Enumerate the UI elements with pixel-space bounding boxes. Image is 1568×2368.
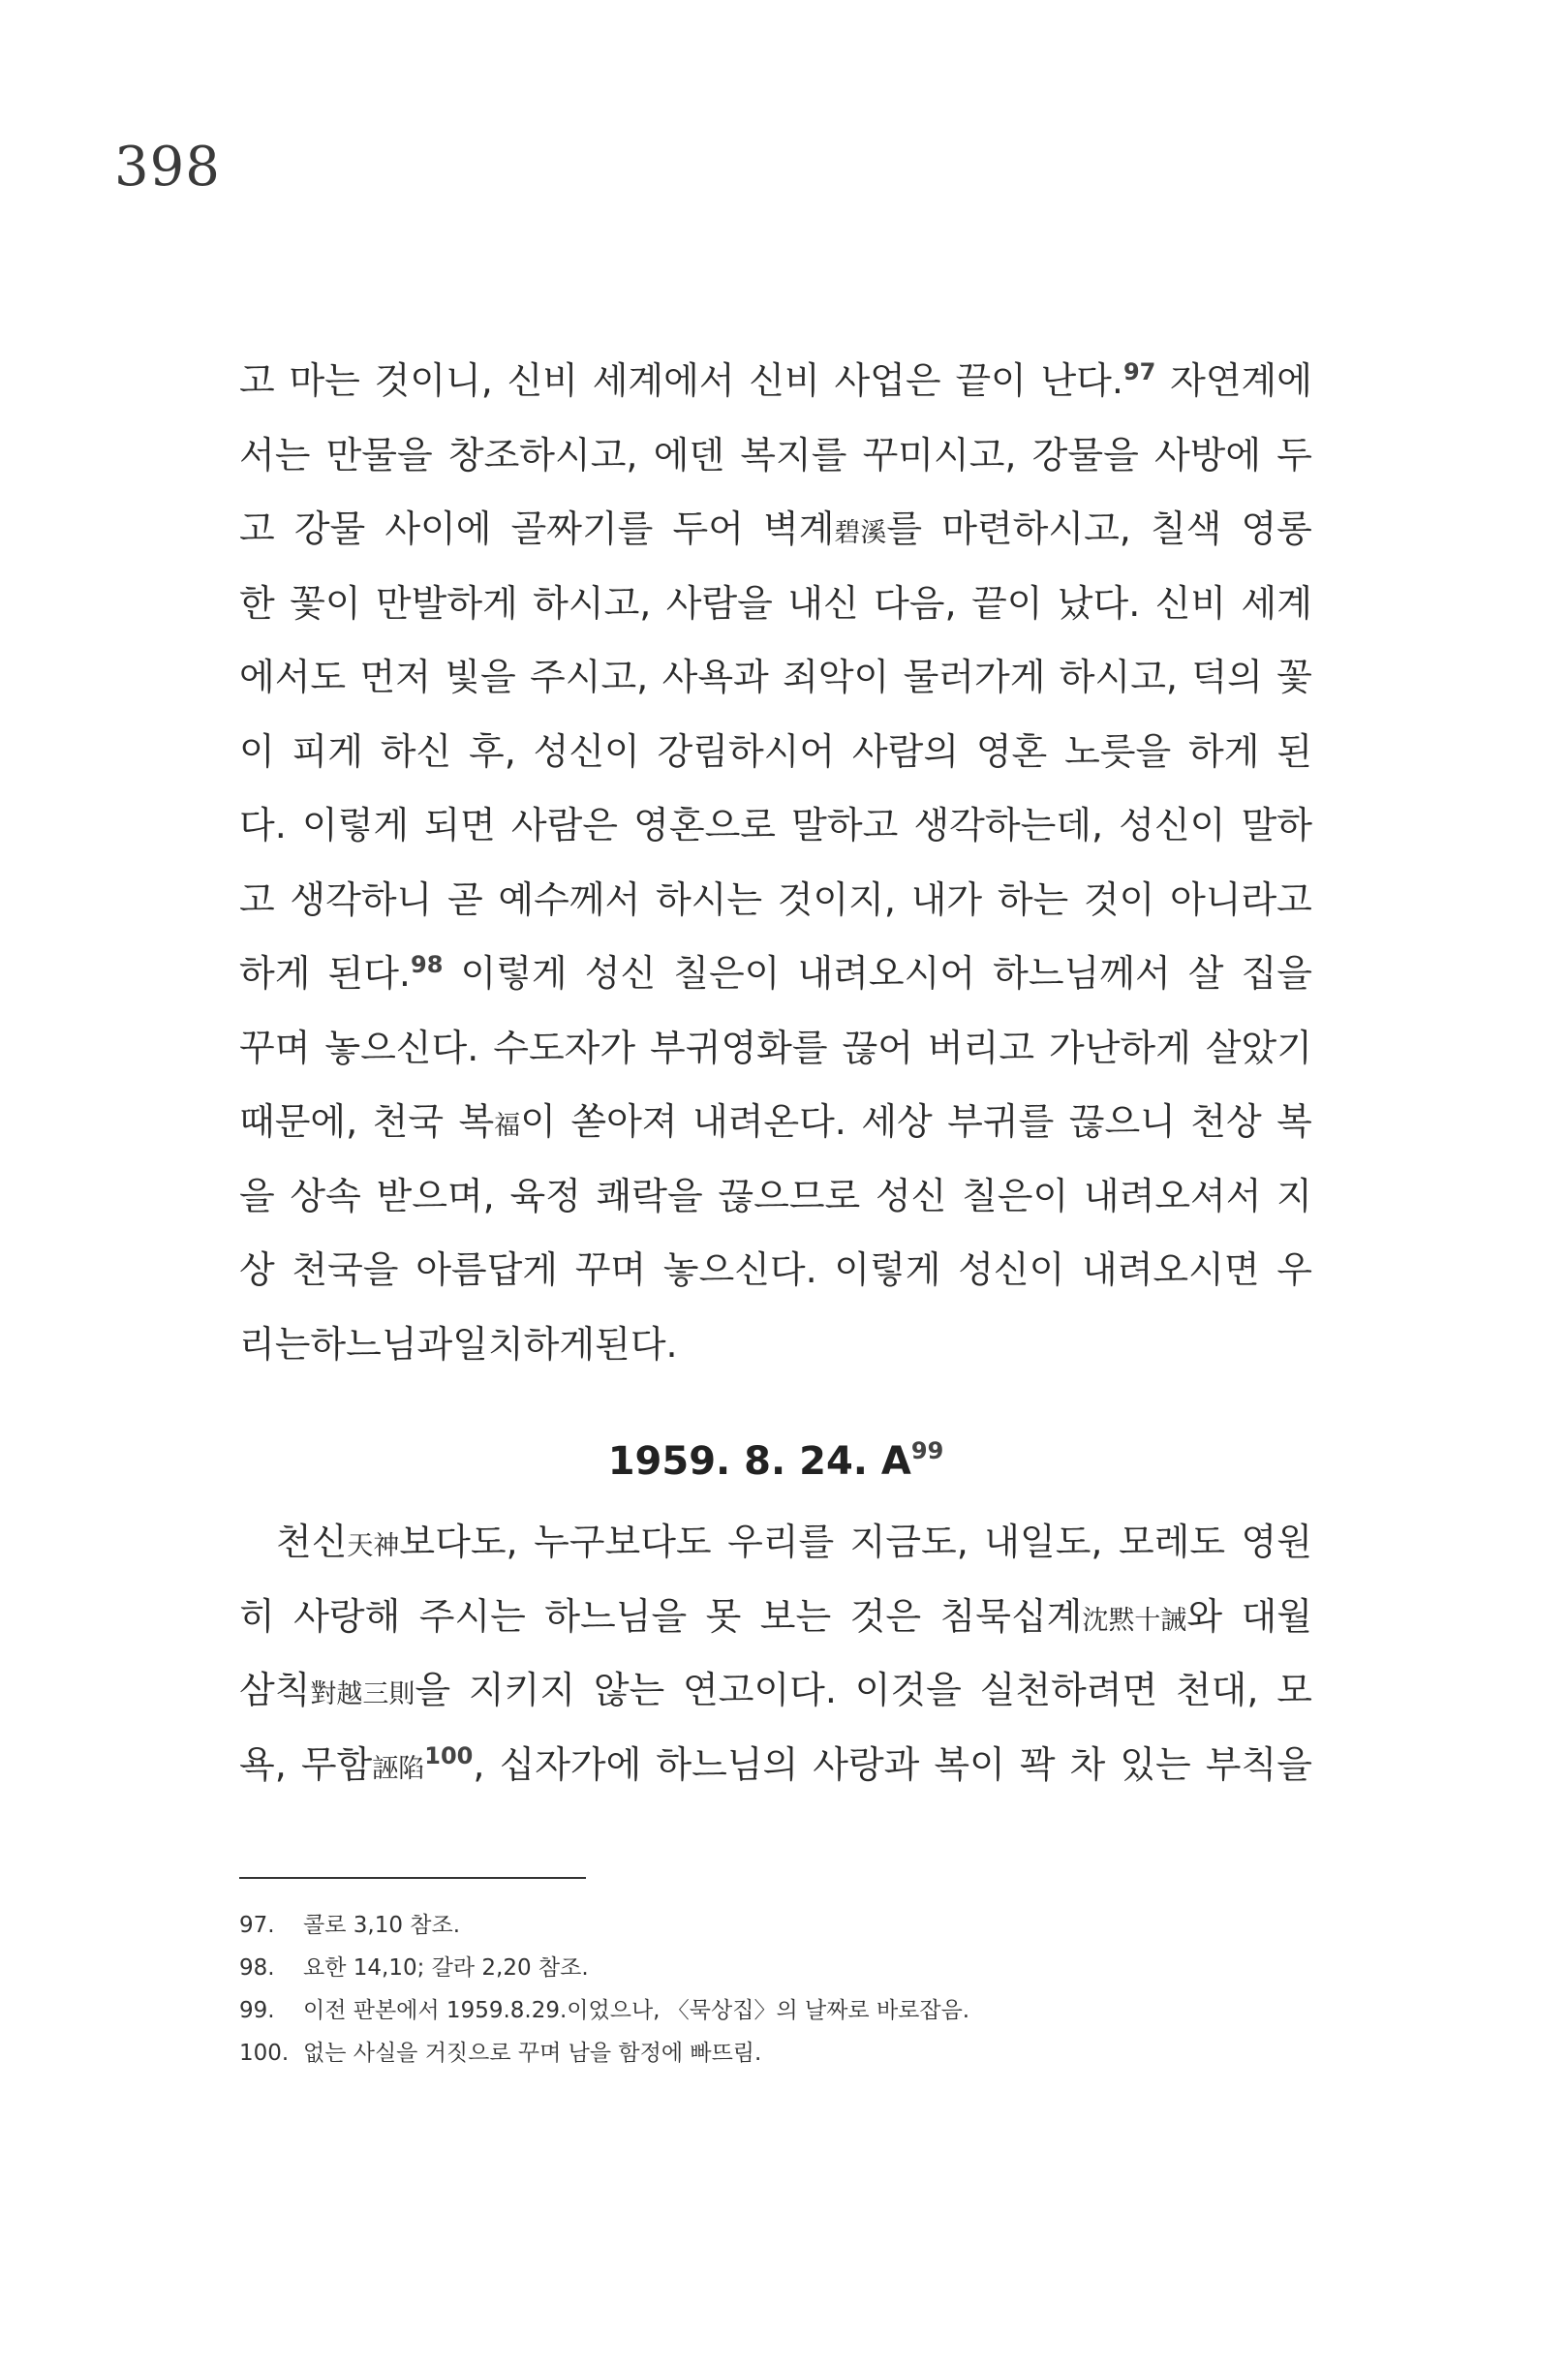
hanja-gloss: 福: [494, 1111, 521, 1141]
word: 이것을: [854, 1669, 962, 1711]
word: 영원: [1241, 1521, 1312, 1563]
word: 영혼: [975, 729, 1048, 773]
word: 복: [1276, 1100, 1312, 1143]
word: 예수께서: [498, 877, 641, 921]
word: 복福이: [458, 1100, 556, 1143]
word: 꾸며: [239, 1026, 311, 1069]
footnote-text: 콜로 3,10 참조.: [303, 1913, 461, 1938]
word: 지: [1276, 1174, 1312, 1217]
word: 물러가게: [903, 656, 1046, 698]
word: 침묵십계沈黙十誡와: [939, 1594, 1223, 1638]
hanja-gloss: 沈黙十誡: [1082, 1605, 1187, 1636]
word: 사랑과: [813, 1742, 920, 1786]
word: 에덴: [653, 433, 725, 477]
word: 때문에,: [239, 1100, 358, 1143]
word: 내신: [787, 581, 859, 625]
word: 성신이: [1119, 804, 1226, 846]
word: 끝이: [970, 581, 1043, 625]
word: 후,: [469, 729, 516, 773]
word: 곧: [446, 877, 483, 921]
hanja-gloss: 對越三則: [310, 1679, 415, 1709]
word: 성신이: [958, 1248, 1065, 1291]
word: 성신이: [533, 729, 640, 773]
word: 하신: [380, 729, 452, 773]
word: 사람을: [665, 581, 773, 625]
word: 것이니,: [374, 359, 493, 402]
word: 아니라고: [1170, 877, 1312, 921]
word: 받으며,: [376, 1174, 495, 1217]
section-heading-text: 1959. 8. 24. A: [607, 1439, 911, 1484]
word: 꽃이: [290, 581, 361, 625]
word: 성신: [584, 952, 657, 995]
paragraph-2: [239, 1505, 1312, 1801]
word: 고: [239, 877, 275, 921]
word: 천국을: [292, 1248, 399, 1291]
word: 마련하시고,: [941, 507, 1131, 550]
word: 않는: [593, 1669, 665, 1711]
word: 삼칙對越三則을: [239, 1669, 451, 1711]
word: 되면: [424, 804, 496, 846]
word: 마는: [289, 359, 360, 402]
word: 신비: [1154, 581, 1227, 625]
word: 칠은이: [962, 1174, 1069, 1217]
word: 생각하는데,: [913, 804, 1104, 846]
word: 꽃: [1276, 656, 1312, 698]
footnotes: [239, 1904, 1305, 2075]
word: 내려오셔서: [1083, 1174, 1262, 1217]
word: 보는: [759, 1594, 832, 1638]
word: 사이에: [384, 507, 492, 550]
word: 강림하시어: [657, 729, 836, 773]
text-line: [239, 1580, 1312, 1654]
word: 신비: [507, 359, 578, 402]
text-line: [239, 567, 1312, 641]
word: 하게: [239, 952, 311, 995]
text-line: [239, 1307, 1312, 1382]
word: 대월: [1241, 1594, 1312, 1638]
word: 창조하시고,: [447, 433, 638, 477]
word: 꾸미시고,: [862, 433, 1017, 477]
word: 덕의: [1191, 656, 1263, 698]
word: 내일도,: [984, 1521, 1103, 1563]
word: 복지를: [740, 433, 847, 477]
footnote-number: 98.: [239, 1955, 275, 1981]
word: 서는: [239, 433, 311, 477]
word: 가난하게: [1049, 1026, 1191, 1069]
hanja-gloss: 碧溪: [834, 518, 887, 548]
text-line: [239, 1011, 1312, 1086]
word: 집을: [1241, 952, 1312, 995]
word: 된다.$^{98}$: [327, 951, 444, 995]
word: 끊어: [842, 1026, 913, 1069]
word: 이: [239, 729, 275, 773]
word: 강물: [293, 507, 366, 550]
word: 영롱: [1241, 507, 1312, 550]
word: 꽉: [1019, 1742, 1056, 1786]
word: 우리를: [727, 1521, 835, 1563]
word: 골짜기를: [510, 507, 654, 550]
word: 욕,: [239, 1742, 287, 1786]
word: 십자가에: [499, 1742, 642, 1786]
text-line: [239, 863, 1312, 938]
word: 살았기: [1205, 1026, 1312, 1069]
paragraph-1: [239, 344, 1312, 1381]
footnote-divider: [239, 1877, 586, 1879]
word: 천신天神보다도,: [276, 1521, 518, 1563]
word: 못: [705, 1594, 742, 1638]
word: 죄악이: [783, 656, 890, 698]
word: 아름답게: [415, 1248, 559, 1291]
word: 고: [239, 507, 275, 550]
word: 천국: [372, 1100, 445, 1143]
text-line: [239, 1505, 1312, 1580]
word: 한: [239, 581, 275, 625]
text-line: [239, 1085, 1312, 1159]
word: 빛을: [445, 656, 516, 698]
word: 쾌락을: [596, 1174, 703, 1217]
word: 에서도: [239, 656, 347, 698]
word: 자연계에: [1170, 359, 1312, 402]
footnote-ref[interactable]: 99: [910, 1437, 944, 1464]
word: 하게: [1188, 729, 1260, 773]
word: 났다.: [1057, 581, 1141, 625]
word: 말하: [1241, 804, 1312, 846]
word: 놓으신다.: [324, 1026, 479, 1069]
word: 상: [239, 1248, 275, 1291]
hanja-gloss: 誣陷: [372, 1753, 425, 1784]
word: 사람의: [851, 729, 960, 773]
word: 영혼으로: [633, 804, 776, 846]
word: 히: [239, 1594, 275, 1638]
word: 지금도,: [849, 1521, 968, 1563]
word: 다.: [239, 804, 287, 846]
footnote-number: 99.: [239, 1998, 275, 2023]
word: 육정: [509, 1174, 581, 1217]
text-line: [239, 788, 1312, 863]
word: 이렇게: [460, 952, 568, 995]
word: 살: [1187, 952, 1224, 995]
word: 놓으신다.: [662, 1248, 817, 1291]
word: 내려오시면: [1081, 1248, 1260, 1291]
word: 사방에: [1153, 433, 1262, 477]
word: 있는: [1120, 1742, 1191, 1786]
word: 하느님께서: [993, 952, 1171, 995]
word: 것은: [849, 1594, 922, 1638]
text-line: [239, 1728, 1312, 1802]
word: 난다.$^{97}$: [1040, 358, 1156, 402]
footnote-number: 97.: [239, 1913, 275, 1938]
word: 하느님과: [310, 1322, 453, 1366]
word: 하시고,: [1059, 656, 1179, 698]
text-line: [239, 418, 1312, 493]
word: 끊으므로: [718, 1174, 861, 1217]
word: 실천하려면: [979, 1669, 1158, 1711]
text-line: [239, 640, 1312, 715]
word: 사람은: [510, 804, 618, 846]
word: 세상: [861, 1100, 933, 1143]
word: 모: [1276, 1669, 1312, 1711]
word: 하는: [997, 877, 1069, 921]
word: 꾸며: [574, 1248, 647, 1291]
word: 사욕과: [661, 656, 769, 698]
word: 강물을: [1031, 433, 1139, 477]
word: 천상: [1190, 1100, 1262, 1143]
word: 내려온다.: [692, 1100, 846, 1143]
footnote-text: 요한 14,10; 갈라 2,20 참조.: [303, 1955, 589, 1981]
word: 끊으니: [1068, 1100, 1176, 1143]
word: 우: [1276, 1248, 1312, 1291]
word: 다음,: [874, 581, 957, 625]
word: 을: [239, 1174, 275, 1217]
word: 부귀영화를: [650, 1026, 828, 1069]
word: 신비: [749, 359, 820, 402]
footnote-text: 이전 판본에서 1959.8.29.이었으나, 〈묵상집〉의 날짜로 바로잡음.: [303, 1998, 970, 2023]
word: 두: [1276, 433, 1312, 477]
word: 말하고: [791, 804, 899, 846]
text-line: [239, 715, 1312, 789]
word: 사업은: [834, 359, 941, 402]
word: 무함誣陷$^{100}$,: [300, 1741, 485, 1786]
section-heading: [239, 1418, 1312, 1505]
footnote-item: [239, 1904, 1305, 1947]
word: 만발하게: [375, 581, 518, 625]
text-line: [239, 344, 1312, 418]
word: 벽계碧溪를: [763, 507, 923, 550]
text-line: [239, 937, 1312, 1011]
word: 리는: [239, 1322, 311, 1366]
word: 칠은이: [673, 952, 781, 995]
word: 이렇게: [301, 804, 410, 846]
word: 된다.: [595, 1322, 678, 1366]
word: 부귀를: [947, 1100, 1055, 1143]
word: 성신: [875, 1174, 947, 1217]
word: 노릇을: [1064, 729, 1172, 773]
footnote-text: 없는 사실을 거짓으로 꾸며 남을 함정에 빠뜨림.: [303, 2041, 762, 2066]
word: 쏟아져: [570, 1100, 678, 1143]
word: 천대,: [1175, 1669, 1259, 1711]
page-number: 398: [114, 136, 221, 199]
word: 사랑해: [293, 1594, 401, 1638]
word: 하시는: [655, 877, 763, 921]
word: 하느님을: [544, 1594, 688, 1638]
word: 일치하게: [452, 1322, 596, 1366]
text-line: [239, 1159, 1312, 1234]
word: 내려오시어: [797, 952, 976, 995]
footnote-item: [239, 1989, 1305, 2032]
word: 끝이: [955, 359, 1027, 402]
footnote-ref[interactable]: 98: [411, 951, 444, 978]
word: 하시고,: [533, 581, 652, 625]
word: 생각하니: [290, 877, 433, 921]
word: 지키지: [468, 1669, 576, 1711]
word: 부칙을: [1205, 1742, 1312, 1786]
hanja-gloss: 天神: [347, 1531, 400, 1561]
word: 두어: [672, 507, 744, 550]
word: 것이: [1083, 877, 1155, 921]
footnote-item: [239, 2032, 1305, 2075]
text-line: [239, 492, 1312, 567]
word: 주시는: [418, 1594, 526, 1638]
word: 이렇게: [834, 1248, 941, 1291]
word: 주시고,: [530, 656, 649, 698]
word: 복이: [934, 1742, 1005, 1786]
footnote-number: 100.: [239, 2041, 290, 2066]
word: 피게: [292, 729, 363, 773]
word: 누구보다도: [534, 1521, 712, 1563]
text-line: [239, 1233, 1312, 1307]
word: 된: [1276, 729, 1312, 773]
word: 것이지,: [777, 877, 896, 921]
footnote-ref[interactable]: 97: [1122, 358, 1156, 385]
word: 세계에서: [592, 359, 735, 402]
word: 내가: [910, 877, 983, 921]
footnote-item: [239, 1947, 1305, 1989]
text-line: [239, 1653, 1312, 1728]
word: 차: [1069, 1742, 1106, 1786]
word: 상속: [290, 1174, 361, 1217]
word: 하느님의: [656, 1742, 799, 1786]
word: 세계: [1241, 581, 1312, 625]
word: 만물을: [325, 433, 433, 477]
word: 수도자가: [493, 1026, 636, 1069]
word: 연고이다.: [683, 1669, 837, 1711]
word: 버리고: [927, 1026, 1035, 1069]
word: 먼저: [359, 656, 431, 698]
word: 모레도: [1118, 1521, 1226, 1563]
footnote-ref[interactable]: 100: [424, 1741, 474, 1769]
word: 고: [239, 359, 275, 402]
page-body: [239, 344, 1312, 1801]
word: 칠색: [1150, 507, 1222, 550]
